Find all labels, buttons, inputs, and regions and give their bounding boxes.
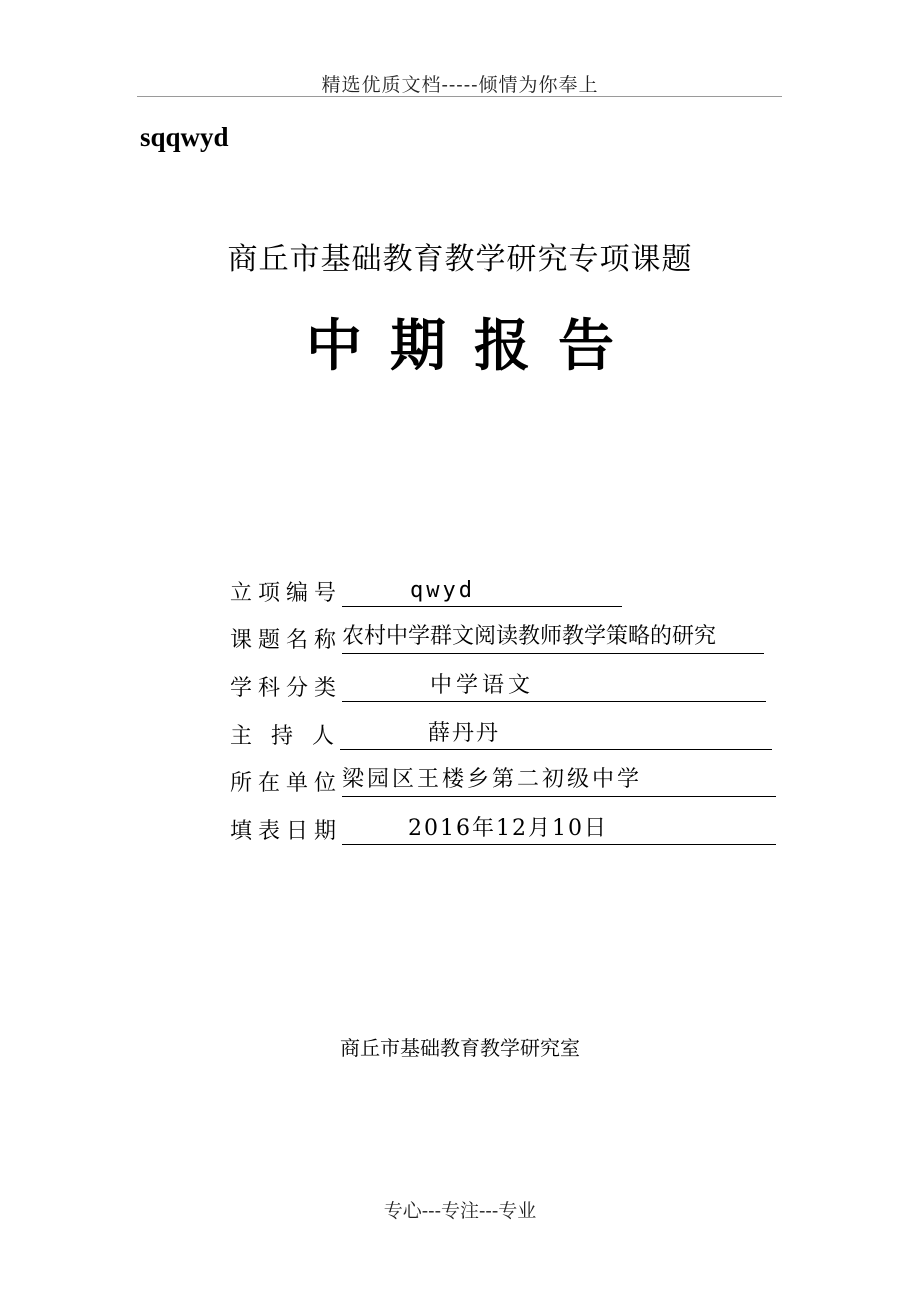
project-category-title: 商丘市基础教育教学研究专项课题 — [227, 242, 693, 277]
page-header-text: 精选优质文档-----倾情为你奉上 — [321, 74, 599, 96]
field-label: 填表日期 — [230, 819, 343, 844]
page-footer-motto: 专心---专注---专业 — [383, 1200, 537, 1222]
field-work-unit — [230, 763, 776, 797]
field-host — [230, 716, 772, 750]
field-value: 梁园区王楼乡第二初级中学 — [342, 764, 776, 797]
field-label: 所在单位 — [230, 771, 343, 796]
field-project-number — [230, 573, 622, 607]
field-fill-date — [230, 811, 776, 845]
field-label: 立项编号 — [230, 581, 343, 606]
field-label: 主 持 人 — [230, 724, 340, 749]
field-value: 中学语文 — [342, 670, 766, 702]
field-label: 课题名称 — [230, 628, 343, 653]
field-value: 农村中学群文阅读教师教学策略的研究 — [342, 621, 764, 654]
issuing-organization: 商丘市基础教育教学研究室 — [340, 1036, 580, 1060]
report-title: 中期报告 — [306, 314, 642, 379]
field-value: 2016年12月10日 — [342, 813, 776, 845]
field-label: 学科分类 — [230, 676, 343, 701]
header-divider — [137, 96, 782, 97]
field-value: 薛丹丹 — [340, 718, 772, 750]
field-subject-category — [230, 668, 766, 702]
document-code-mark: sqqwyd — [140, 122, 229, 152]
field-topic-name — [230, 620, 764, 654]
field-value: qwyd — [342, 575, 622, 607]
